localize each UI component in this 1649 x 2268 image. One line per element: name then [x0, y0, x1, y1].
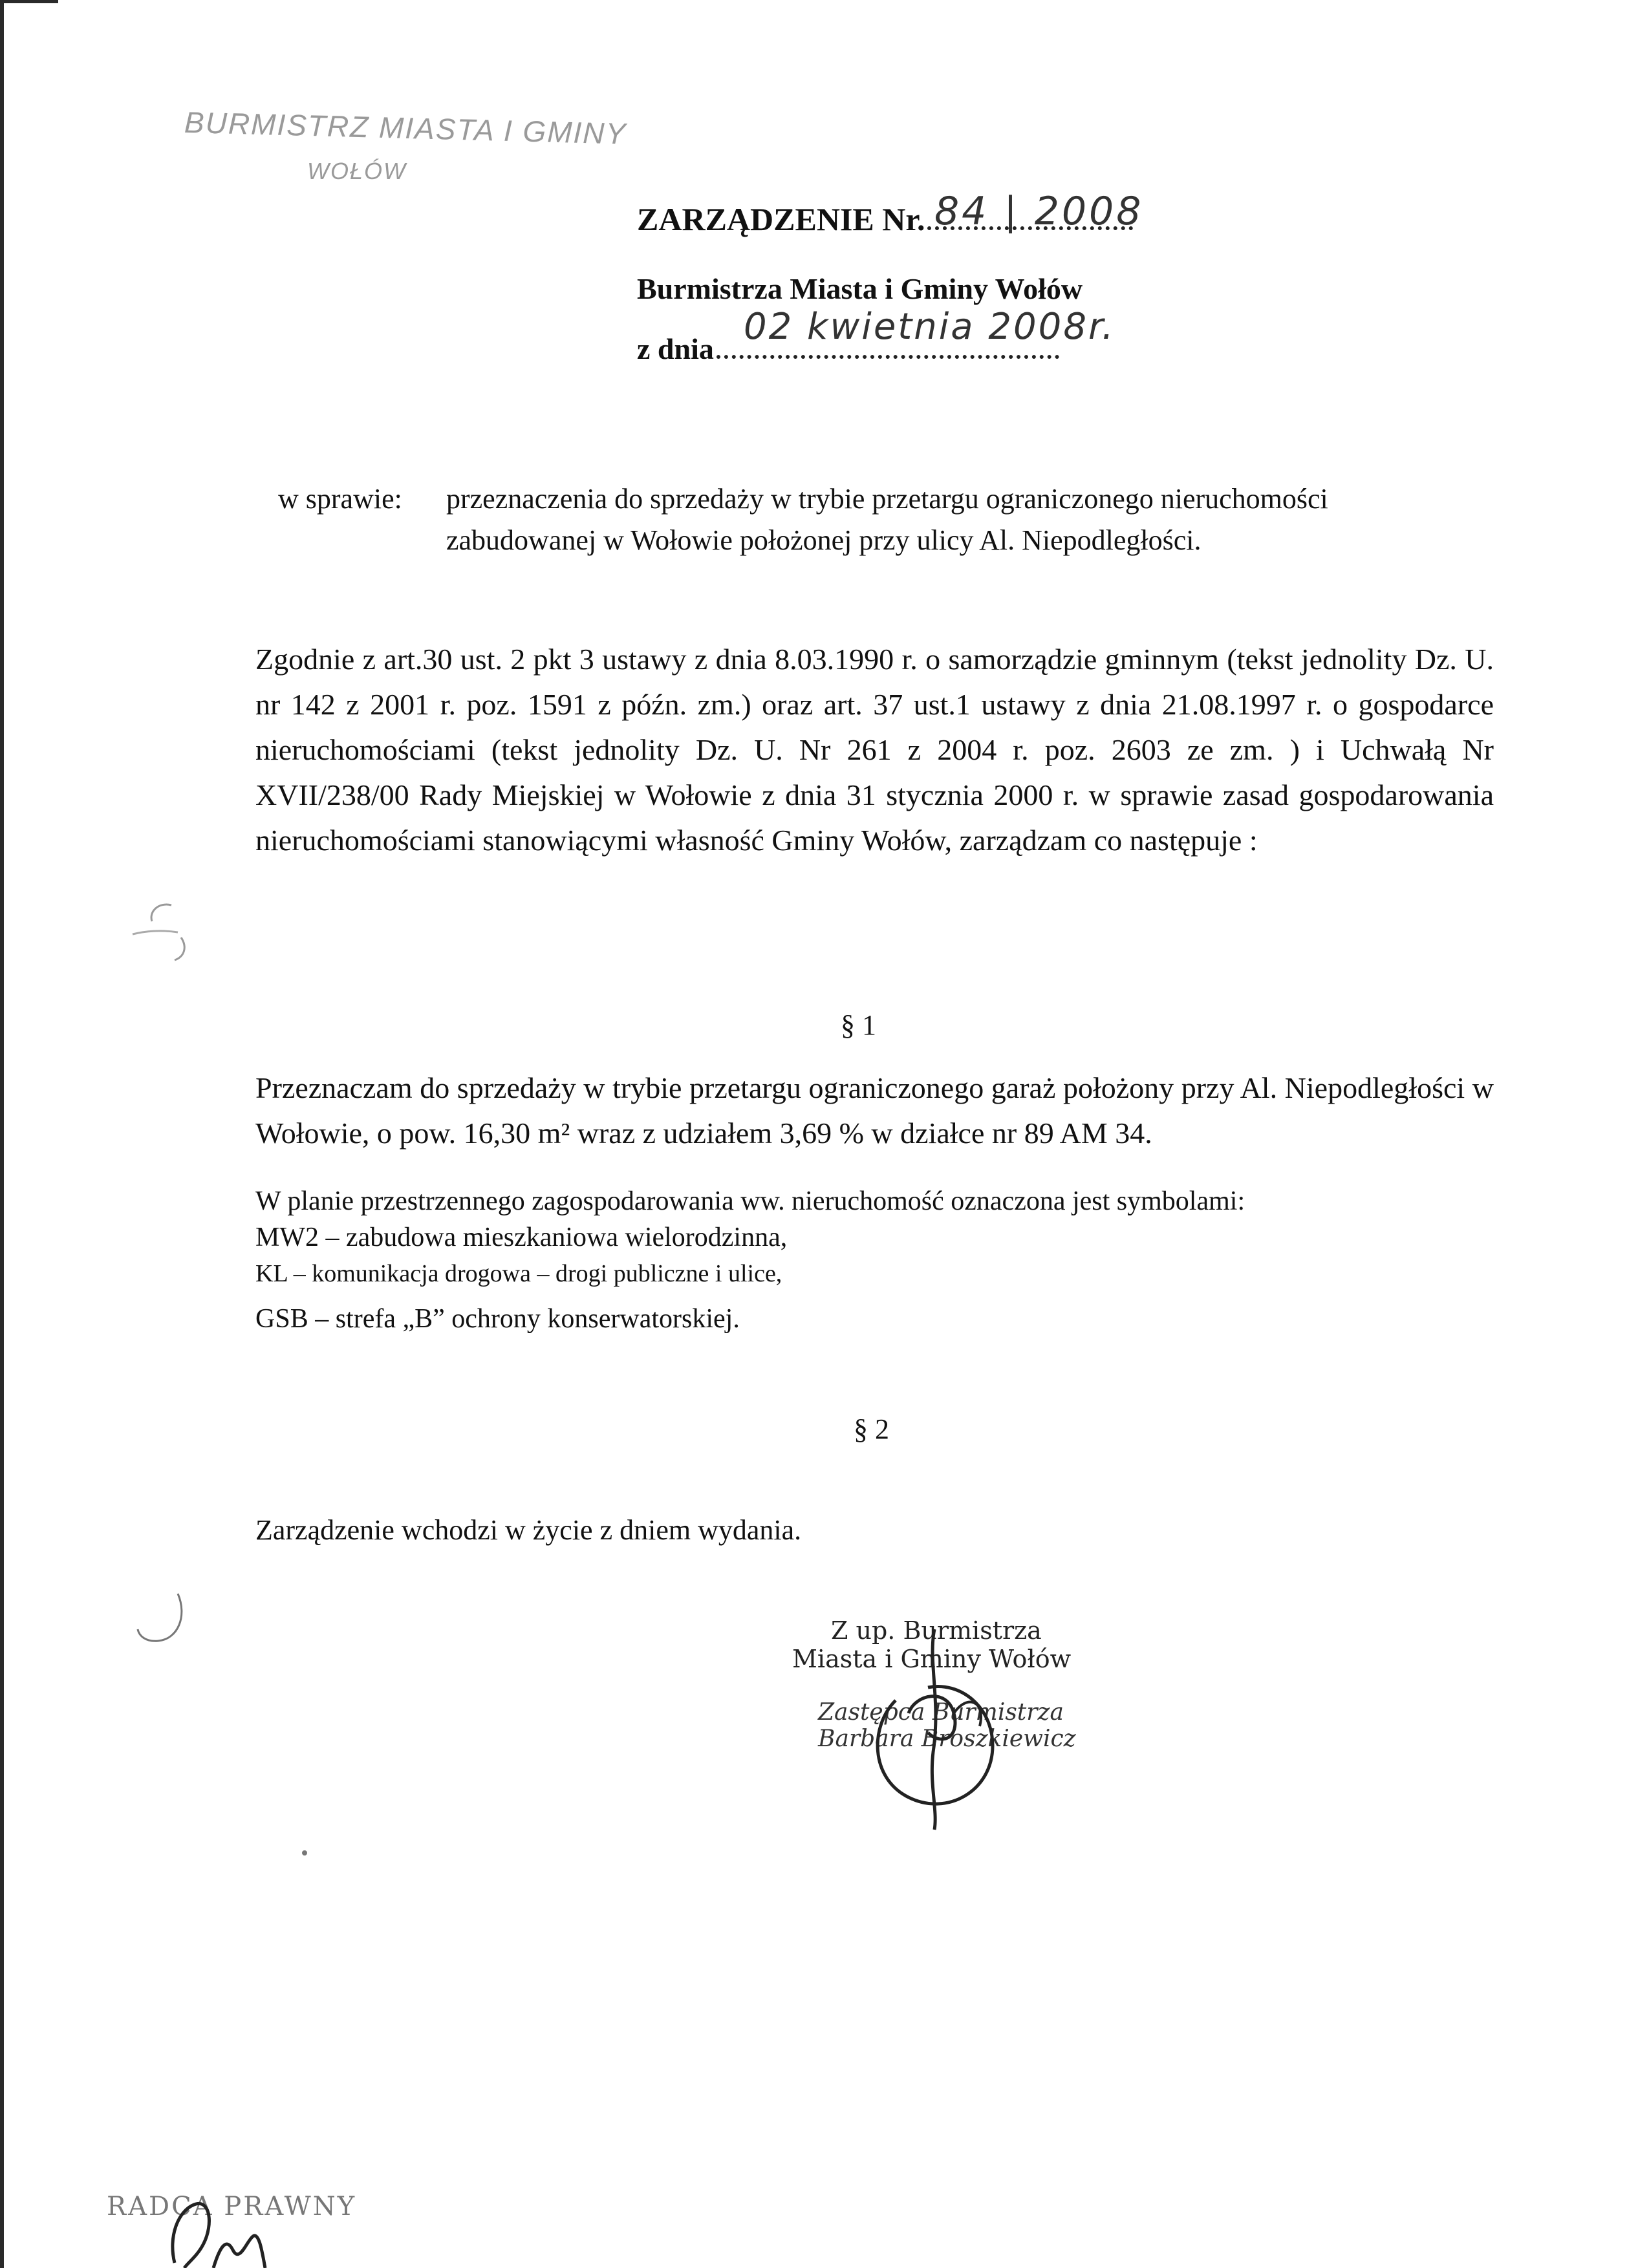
handwritten-number: 84 | 2008 — [934, 189, 1144, 234]
section-paragraph: Przeznaczam do sprzedaży w trybie przetargu ograniczonego garaż położony przy Al. Niepodległości w Wołowie, o pow. 16,30 m² wraz z udziałem 3,69 % w działce nr 89 AM 34. — [255, 1071, 1494, 1150]
subject-label: w sprawie: — [278, 483, 402, 515]
document-header — [637, 189, 1284, 377]
stamp-line: BURMISTRZ MIASTA I GMINY — [184, 105, 627, 151]
scan-edge — [0, 0, 58, 3]
subject-block — [278, 478, 1507, 561]
zoning-plan-block — [255, 1183, 1494, 1337]
legal-basis-paragraph: Zgodnie z art.30 ust. 2 pkt 3 ustawy z dnia 8.03.1990 r. o samorządzie gminnym (tekst jednolity Dz. U. nr 142 z 2001 r. poz. 1591 z późn. zm.) oraz art. 37 ust.1 ustawy z dnia 21.08.1997 r. o gospodarce nieruchomościami (tekst jednolity Dz. U. Nr 261 z 2004 r. poz. 2603 ze zm. ) i Uchwałą Nr XVII/238/00 Rady Miejskiej w Wołowie z dnia 31 stycznia 2000 r. w sprawie zasad gospodarowania nieruchomościami stanowiącymi własność Gminy Wołów, zarządzam co następuje : — [255, 643, 1494, 857]
subject-text: przeznaczenia do sprzedaży w trybie przetargu ograniczonego nieruchomości zabudowanej w Wołowie położonej przy ulicy Al. Niepodległości. — [446, 483, 1328, 556]
handwritten-date: 02 kwietnia 2008r. — [744, 306, 1116, 348]
signature-block — [792, 1616, 1154, 1752]
legal-counsel-stamp: RADCA PRAWNY — [107, 2192, 357, 2221]
document-title — [637, 189, 1284, 252]
zoning-item: GSB – strefa „B” ochrony konserwatorskiej. — [255, 1304, 740, 1334]
zoning-intro: W planie przestrzennego zagospodarowania ww. nieruchomość oznaczona jest symbolami: — [255, 1186, 1245, 1216]
signature-line: Barbara Broszkiewicz — [818, 1726, 1076, 1752]
handwritten-signature-icon — [857, 1623, 1012, 1836]
zoning-item: MW2 – zabudowa mieszkaniowa wielorodzinna, — [255, 1223, 788, 1252]
title-label: ZARZĄDZENIE Nr. — [637, 201, 925, 237]
date-label: z dnia — [637, 332, 714, 365]
scan-edge — [0, 0, 4, 2268]
handwritten-initials-icon — [149, 2185, 291, 2268]
stamp-line: WOŁÓW — [307, 158, 407, 184]
speck-mark-icon — [301, 1849, 308, 1857]
office-stamp — [184, 105, 627, 185]
section-heading: § 1 — [841, 1009, 876, 1041]
issuing-authority: Burmistrza Miasta i Gminy Wołów — [637, 272, 1083, 305]
zoning-item: KL – komunikacja drogowa – drogi publiczne i ulice, — [255, 1260, 782, 1287]
margin-mark-icon — [133, 1590, 191, 1649]
margin-mark-icon — [126, 892, 197, 963]
signature-line: Zastępca Burmistrza — [818, 1699, 1064, 1726]
section-heading: § 2 — [854, 1413, 889, 1445]
section-paragraph: Zarządzenie wchodzi w życie z dniem wydania. — [255, 1514, 802, 1546]
signature-line: Miasta i Gminy Wołów — [792, 1645, 1072, 1673]
dotted-fill-line — [717, 352, 1059, 359]
signature-line: Z up. Burmistrza — [831, 1616, 1042, 1645]
document-date — [637, 306, 1284, 377]
